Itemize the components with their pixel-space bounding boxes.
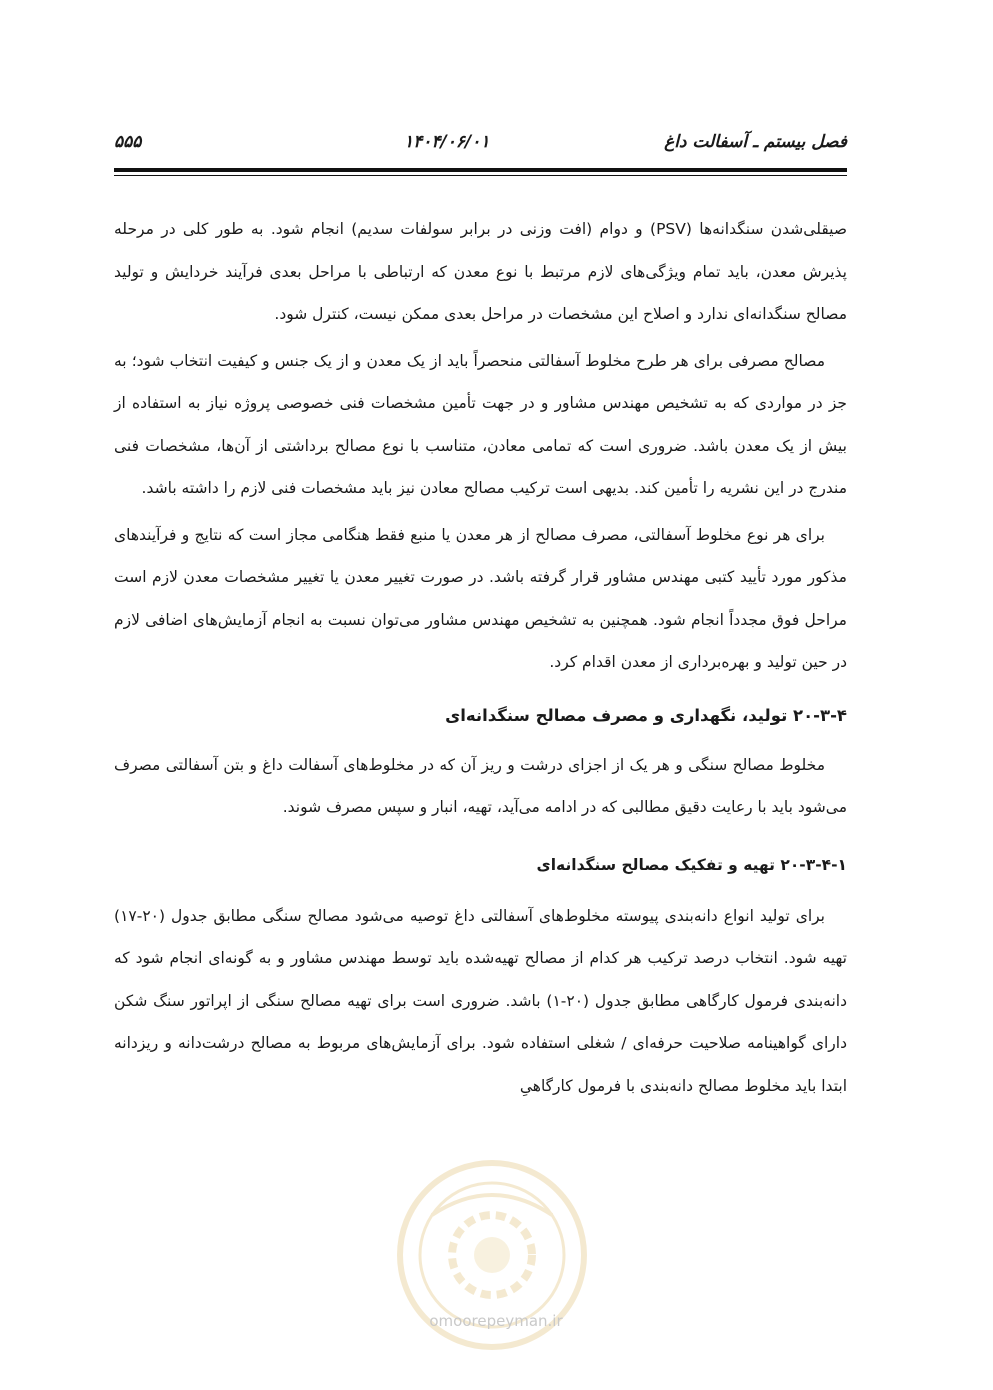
subsection-heading-20-3-4-1: ۲۰-۳-۴-۱ تهیه و تفکیک مصالح سنگدانه‌ای <box>536 855 847 874</box>
page-header <box>114 118 847 158</box>
header-rule-thick <box>114 168 847 172</box>
header-date: ۱۴۰۴/۰۶/۰۱ <box>404 132 490 152</box>
section-heading-20-3-4: ۲۰-۳-۴ تولید، نگهداری و مصرف مصالح سنگدانه‌ای <box>445 705 847 725</box>
paragraph-1: صیقلی‌شدن سنگدانه‌ها (PSV) و دوام (افت وزنی در برابر سولفات سدیم) انجام شود. به طور کلی در مرحله پذیرش معدن، باید تمام ویژگی‌های لازم مرتبط با نوع معدن که ارتباطی با مراحل بعدی فرآیند خردایش و تولید مصالح سنگدانه‌ای ندارد و اصلاح این مشخصات در مراحل بعدی ممکن نیست، کنترل شود. <box>114 220 847 323</box>
paragraph-3: برای هر نوع مخلوط آسفالتی، مصرف مصالح از هر معدن یا منبع فقط هنگامی مجاز است که نتایج و فرآیندهای مذکور مورد تأیید کتبی مهندس مشاور قرار گرفته باشد. در صورت تغییر معدن یا تغییر مشخصات معدن لازم است مراحل فوق مجدداً انجام شود. همچنین به تشخیص مهندس مشاور می‌توان نسبت به انجام آزمایش‌های اضافی لازم در حین تولید و بهره‌برداری از معدن اقدام کرد. <box>114 525 847 671</box>
chapter-title: فصل بیستم ـ آسفالت داغ <box>664 132 847 152</box>
paragraph-5: برای تولید انواع دانه‌بندی پیوسته مخلوط‌های آسفالتی داغ توصیه می‌شود مصالح سنگی مطابق جدول (۲۰-۱۷) تهیه شود. انتخاب درصد ترکیب هر کدام از مصالح تهیه‌شده باید توسط مهندس مشاور و به گونه‌ای انجام شود که دانه‌بندی فرمول کارگاهی مطابق جدول (۲۰-۱) باشد. ضروری است برای تهیه مصالح سنگی از اپراتور سنگ شکن دارای گواهینامه صلاحیت حرفه‌ای / شغلی استفاده شود. برای آزمایش‌های مربوط به مصالح درشت‌دانه و ریزدانه ابتدا باید مخلوط مصالح دانه‌بندی با فرمول کارگاهیِ <box>114 906 847 1095</box>
paragraph-2: مصالح مصرفی برای هر طرح مخلوط آسفالتی منحصراً باید از یک معدن و از یک جنس و کیفیت انتخاب شود؛ به جز در مواردی که به تشخیص مهندس مشاور و در جهت تأمین مشخصات فنی خصوصی پروژه نیاز به استفاده از بیش از یک معدن باشد. ضروری است که تمامی معادن، متناسب با نوع مصالح برداشتی از آن‌ها، مشخصات فنی مندرج در این نشریه را تأمین کند. بدیهی است ترکیب مصالح معادن نیز باید مشخصات فنی لازم را داشته باشد. <box>114 351 847 497</box>
header-rule-thin <box>114 175 847 176</box>
page-number: ۵۵۵ <box>114 132 142 152</box>
paragraph-4: مخلوط مصالح سنگی و هر یک از اجزای درشت و ریز آن که در مخلوط‌های آسفالت داغ و بتن آسفالتی مصرف می‌شود باید با رعایت دقیق مطالبی که در ادامه می‌آید، تهیه، انبار و سپس مصرف شوند. <box>114 755 847 816</box>
watermark-url: omoorepeyman.ir <box>429 1312 563 1330</box>
document-body <box>114 208 847 1111</box>
